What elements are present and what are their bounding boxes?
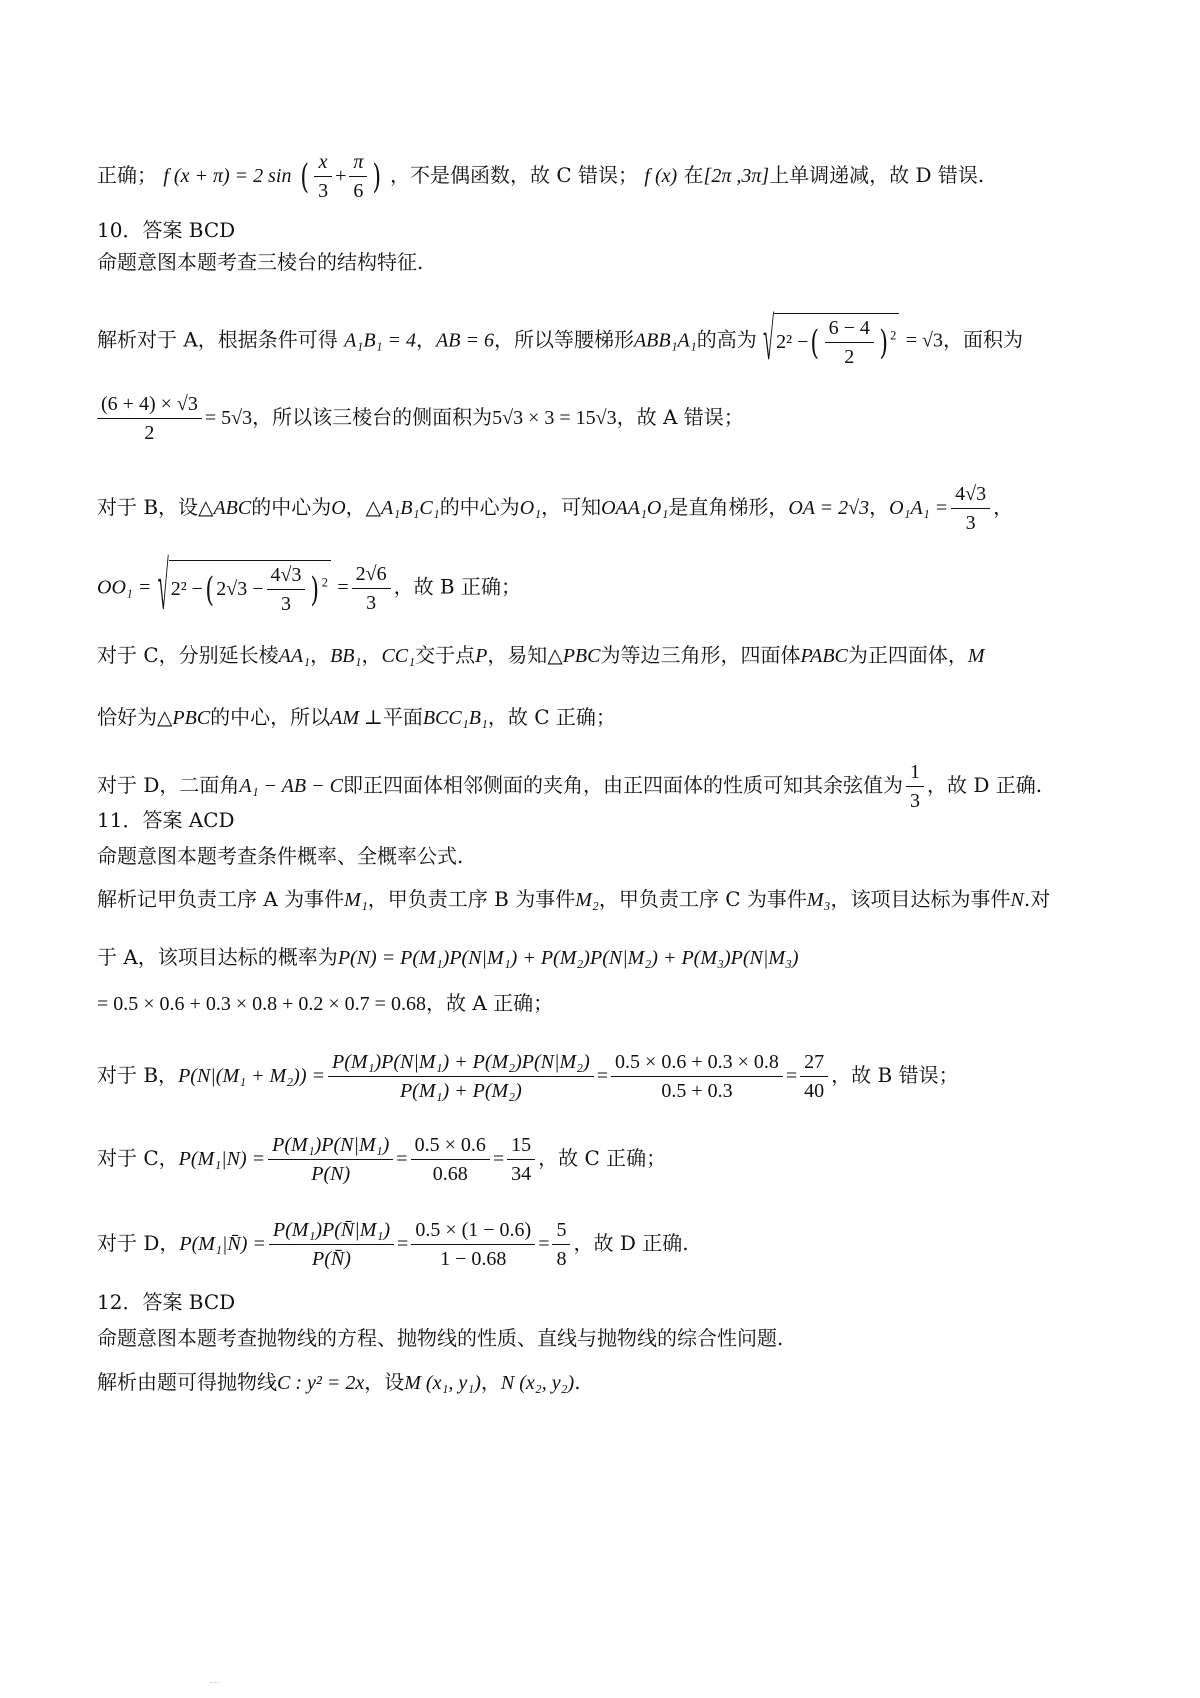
text: ， (993, 495, 1014, 519)
fraction-b-formula: $\frac{\text{P(M₁)P(N|M₁) + P(M₂)P(N|M₂)}}{\text{P(M₁) + P(M₂)}}$ (328, 1050, 594, 1103)
q11-intro-line (97, 887, 1110, 912)
text: 上单调递减，故 D 错误. (769, 163, 985, 187)
formula-o: O (331, 497, 346, 519)
formula-parabola: C : y² = 2x (277, 1372, 365, 1394)
text: ，该项目达标为事件 (830, 887, 1011, 911)
text: 在 (683, 163, 704, 187)
formula-plane: BCC₁B₁ (422, 707, 488, 729)
fraction-c-numeric: $\frac{0.5 \times 0.6}{0.68}$ (411, 1133, 490, 1186)
fraction-2root6-over-3: $\frac{2√6}{3}$ (352, 562, 391, 615)
formula-bb1: BB₁ (330, 645, 362, 667)
text: ，故 D 正确. (926, 773, 1043, 797)
fraction-27-over-40: $\frac{27}{40}$ (800, 1050, 828, 1103)
fraction-15-over-34: $\frac{15}{34}$ (507, 1133, 535, 1186)
formula-am-perp: AM ⊥ (330, 707, 383, 729)
text: 对于 C，分别延长棱 (97, 643, 279, 667)
text: 为正四面体， (847, 643, 968, 667)
text: 的高为 (696, 327, 757, 352)
fraction-area: $\frac{(6 + 4) \times √3}{2}$ (97, 392, 202, 445)
equals: = (337, 576, 349, 599)
sqrt-height: √ 2² −( $\frac{6 - 4}{2}$ ) $^2$ (763, 313, 899, 369)
formula-p: P (475, 645, 488, 667)
text: ， (869, 495, 890, 519)
q9-continuation-line (97, 150, 1110, 203)
text: 对于 B，设 (97, 495, 199, 519)
text: 解析记甲负责工序 A 为事件 (97, 887, 345, 911)
text: ，故 B 错误； (831, 1063, 959, 1087)
text: 即正四面体相邻侧面的夹角，由正四面体的性质可知其余弦值为 (342, 773, 903, 797)
fraction-c-formula: $\frac{\text{P(M₁)P(N|M₁)}}{P(N)}$ (268, 1133, 393, 1186)
fraction-x-over-3: $\frac{x}{3}$ (314, 150, 332, 203)
text: ，面积为 (943, 327, 1023, 352)
equals: = (396, 1148, 408, 1170)
text: ，甲负责工序 B 为事件 (367, 887, 576, 911)
equals: = (596, 1065, 609, 1087)
text: 恰好为 (97, 705, 157, 729)
formula-quad: OAA₁O₁ (601, 497, 669, 519)
formula-aa1: AA₁ (278, 645, 311, 667)
sqrt-oo1: √ 2² −( 2√3 − $\frac{4√3}{3}$ ) $^2$ (158, 560, 331, 616)
formula-c-lhs: P(M₁|N) = (178, 1148, 266, 1170)
q10-b-line-2 (97, 550, 1110, 626)
text: 的中心为 (439, 495, 520, 519)
text: 解析对于 A，根据条件可得 (97, 327, 338, 352)
text: ，故 C 正确； (538, 1146, 667, 1170)
formula-lateral-area: 5√3 × 3 = 15√3 (492, 407, 617, 429)
text: ，所以等腰梯形 (493, 327, 634, 352)
text: 为等边三角形，四面体 (600, 643, 801, 667)
text: ，易知 (487, 643, 548, 667)
text: ，甲负责工序 C 为事件 (598, 887, 807, 911)
formula-point-n: N (x₂, y₂) (500, 1372, 575, 1394)
footer-mark (210, 1682, 220, 1685)
left-paren: ( (300, 156, 309, 197)
q10-answer: 10．答案 BCD (97, 218, 236, 242)
q12-intent: 命题意图本题考查抛物线的方程、抛物线的性质、直线与抛物线的综合性问题. (97, 1326, 784, 1350)
formula-m3: M₃ (806, 889, 831, 911)
q10-c-line (97, 643, 1110, 668)
fraction-4root3-over-3: $\frac{4√3}{3}$ (951, 482, 990, 535)
plus-sign: + (335, 165, 347, 187)
formula-point-m: M (x₁, y₁) (404, 1372, 481, 1394)
text: ，可知 (541, 495, 602, 519)
formula-triangle-pbc: △PBC (157, 707, 211, 729)
equals: = (785, 1065, 798, 1087)
text: 对于 D，二面角 (97, 773, 240, 797)
formula-trapezoid: ABB₁A₁ (633, 329, 697, 352)
formula-5root3: = 5√3 (204, 407, 253, 429)
formula-total-probability: P(N) = P(M₁)P(N|M₁) + P(M₂)P(N|M₂) + P(M₃)P(N|M₃) (337, 947, 799, 969)
formula-triangle-pbc: △PBC (547, 645, 601, 667)
formula-n: N (1010, 889, 1024, 911)
text: ，故 A 正确； (425, 991, 554, 1015)
q10-a-line (97, 308, 1110, 374)
formula-pabc: PABC (800, 645, 848, 667)
text: 于 A，该项目达标的概率为 (97, 945, 338, 969)
q11-d-line (97, 1218, 1110, 1271)
text: ， (361, 643, 382, 667)
formula-ab: AB = 6 (436, 329, 494, 352)
formula-triangle-a1b1c1: △A₁B₁C₁ (365, 497, 440, 519)
q10-intent: 命题意图本题考查三棱台的结构特征. (97, 250, 424, 274)
formula-a1b1: A₁B₁ = 4 (344, 329, 417, 352)
formula-b-lhs: P(N|(M₁ + M₂)) = (178, 1065, 325, 1087)
q10-a-line-2 (97, 392, 1110, 445)
q11-a-line (97, 945, 1110, 970)
text: 的中心，所以 (210, 705, 331, 729)
formula-total-probability-value: = 0.5 × 0.6 + 0.3 × 0.8 + 0.2 × 0.7 = 0.68 (97, 993, 426, 1015)
formula-o1: O₁ (519, 497, 542, 519)
formula-dihedral-angle: A₁ − AB − C (239, 775, 343, 797)
q11-c-line (97, 1133, 1110, 1186)
q12-answer: 12．答案 BCD (97, 1290, 236, 1314)
fraction-d-formula: $\frac{\text{P(M₁)P(N̄|M₁)}}{P(N̄)}$ (269, 1218, 394, 1271)
formula-d-lhs: P(M₁|N̄) = (179, 1233, 266, 1255)
text: 对于 B， (97, 1063, 179, 1087)
text: ，设 (364, 1370, 405, 1394)
right-paren: ) (372, 156, 382, 197)
text: ， (416, 327, 437, 352)
text: ， (310, 643, 331, 667)
formula-m1: M₁ (344, 889, 368, 911)
formula-f-shift: f (x + π) = 2 sin (163, 165, 292, 187)
formula-oo1: OO₁ = (97, 576, 152, 599)
text: 对于 C， (97, 1146, 179, 1170)
text: .对 (1023, 887, 1051, 911)
text: ， (345, 495, 366, 519)
fraction-b-numeric: $\frac{0.5 \times 0.6 + 0.3 \times 0.8}{0.5 + 0.3}$ (611, 1050, 783, 1103)
text: 是直角梯形， (668, 495, 789, 519)
equals: = (397, 1233, 409, 1255)
fraction-5-over-8: $\frac{5}{8}$ (552, 1218, 570, 1271)
formula-cc1: CC₁ (381, 645, 416, 667)
q12-intro-line (97, 1370, 1110, 1395)
formula-root3: = √3 (905, 329, 943, 352)
text: ，故 B 正确； (393, 574, 521, 599)
q10-b-line (97, 482, 1110, 535)
equals: = (538, 1233, 550, 1255)
text: ，故 C 正确； (487, 705, 616, 729)
text: ，故 A 错误； (616, 405, 744, 429)
fraction-d-numeric: $\frac{0.5 \times (1 - 0.6)}{1 - 0.68}$ (411, 1218, 535, 1271)
text: 对于 D， (97, 1231, 180, 1255)
text: 平面 (382, 705, 423, 729)
text: ，所以该三棱台的侧面积为 (252, 405, 493, 429)
text: ，故 D 正确. (573, 1231, 689, 1255)
text: ， (480, 1370, 501, 1394)
formula-m2: M₂ (575, 889, 599, 911)
equals: = (492, 1148, 505, 1170)
q11-intent: 命题意图本题考查条件概率、全概率公式. (97, 844, 464, 868)
fraction-one-third: $\frac{1}{3}$ (906, 760, 924, 813)
q11-answer: 11．答案 ACD (97, 808, 235, 832)
q11-b-line (97, 1050, 1110, 1103)
formula-triangle-abc: △ABC (198, 497, 252, 519)
text: 解析由题可得抛物线 (97, 1370, 277, 1394)
formula-o1a1: O₁A₁ = (889, 497, 949, 519)
text: 的中心为 (251, 495, 332, 519)
formula-oa: OA = 2√3 (788, 497, 870, 519)
text: ，不是偶函数，故 C 错误； (390, 163, 639, 187)
fraction-pi-over-6: $\frac{\pi}{6}$ (349, 150, 367, 203)
text: 正确； (97, 163, 157, 187)
interval: [2π ,3π] (703, 165, 770, 187)
q10-d-line (97, 760, 1110, 813)
q11-a-line-2 (97, 991, 1110, 1016)
text: 交于点 (415, 643, 476, 667)
text: . (574, 1370, 581, 1394)
formula-f-x: f (x) (644, 165, 678, 187)
q10-c-line-2 (97, 705, 1110, 730)
formula-m: M (967, 645, 985, 667)
